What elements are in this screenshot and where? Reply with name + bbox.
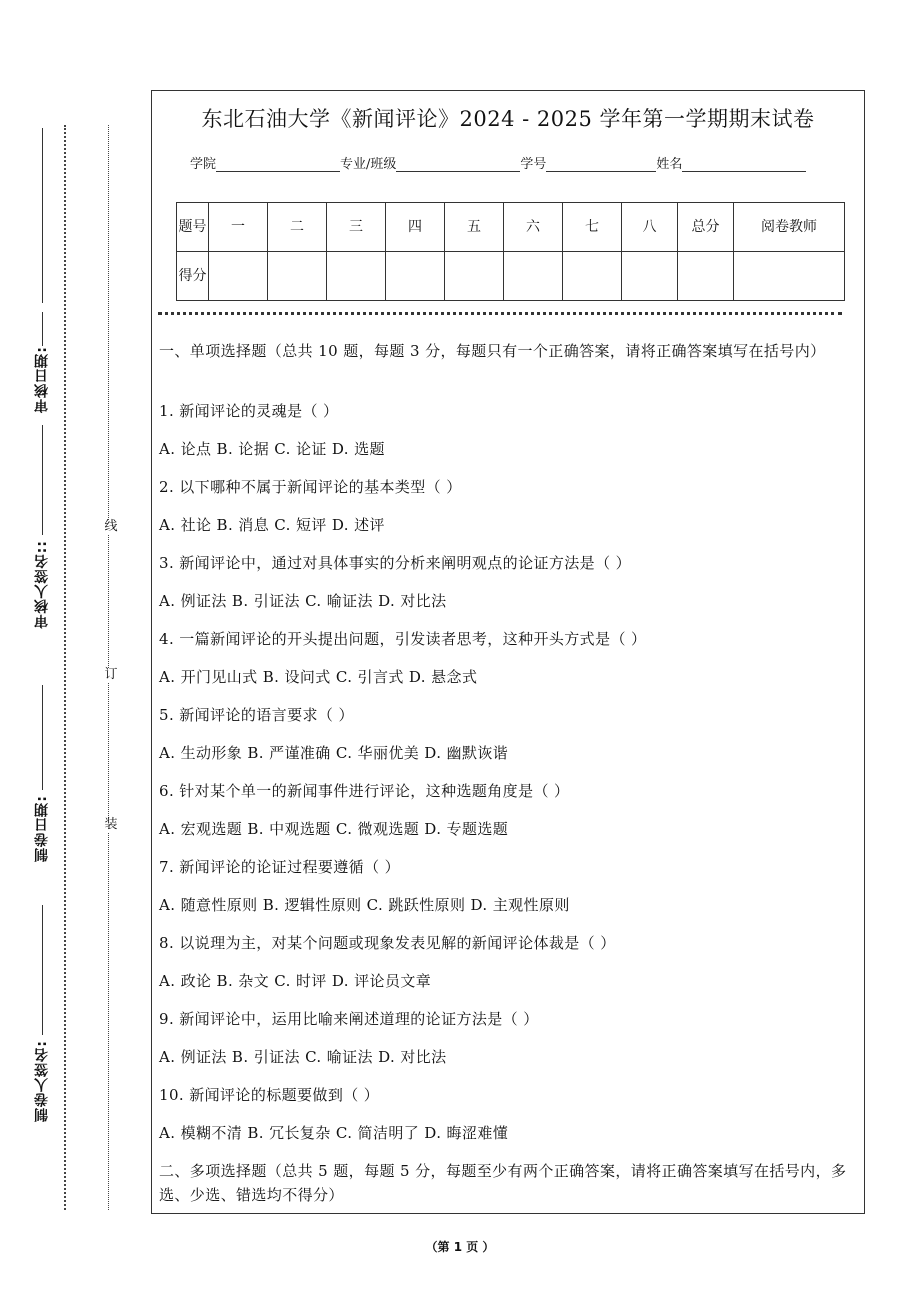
question-1-options: A. 论点 B. 论据 C. 论证 D. 选题 [159, 440, 385, 458]
question-9-options: A. 例证法 B. 引证法 C. 喻证法 D. 对比法 [159, 1048, 447, 1066]
exam-title: 东北石油大学《新闻评论》2024 - 2025 学年第一学期期末试卷 [201, 107, 815, 131]
col-1: 一 [209, 203, 268, 252]
score-cell[interactable] [622, 252, 678, 301]
question-4-options: A. 开门见山式 B. 设问式 C. 引言式 D. 悬念式 [159, 668, 478, 686]
student-id-label: 学号 [520, 157, 547, 172]
paper-date-field [28, 795, 56, 862]
name-label: 姓名 [656, 157, 683, 172]
section-1-heading: 一、单项选择题（总共 10 题，每题 3 分，每题只有一个正确答案，请将正确答案填写在括号内） [159, 342, 826, 360]
question-9: 9. 新闻评论中，运用比喻来阐述道理的论证方法是（ ） [159, 1010, 539, 1028]
question-5: 5. 新闻评论的语言要求（ ） [159, 706, 354, 724]
question-8: 8. 以说理为主，对某个问题或现象发表见解的新闻评论体裁是（ ） [159, 934, 616, 952]
page-number: （第 1 页 ） [425, 1240, 495, 1254]
col-grader: 阅卷教师 [734, 203, 845, 252]
exam-page-frame [151, 90, 865, 1214]
score-cell[interactable] [563, 252, 622, 301]
score-cell[interactable] [209, 252, 268, 301]
name-blank[interactable] [682, 157, 806, 172]
question-5-options: A. 生动形象 B. 严谨准确 C. 华丽优美 D. 幽默诙谐 [159, 744, 509, 762]
review-date-blank-bottom [42, 312, 43, 346]
student-info-row [190, 153, 806, 172]
score-cell[interactable] [327, 252, 386, 301]
score-table [176, 202, 845, 301]
review-date-blank [42, 128, 43, 303]
binding-dotted-line-outer [64, 125, 66, 1210]
section-2-heading: 二、多项选择题（总共 5 题，每题 5 分，每题至少有两个正确答案，请将正确答案填写在括号内，多选、少选、错选均不得分） [159, 1162, 847, 1204]
question-7-options: A. 随意性原则 B. 逻辑性原则 C. 跳跃性原则 D. 主观性原则 [159, 896, 570, 914]
paper-author-signature-blank [42, 905, 43, 1035]
question-8-options: A. 政论 B. 杂文 C. 时评 D. 评论员文章 [159, 972, 432, 990]
question-3: 3. 新闻评论中，通过对具体事实的分析来阐明观点的论证方法是（ ） [159, 554, 632, 572]
dotted-separator [158, 312, 842, 315]
col-2: 二 [268, 203, 327, 252]
question-number-header: 题号 [177, 203, 209, 252]
col-3: 三 [327, 203, 386, 252]
paper-author-signature-field [28, 1040, 56, 1122]
college-blank[interactable] [216, 157, 340, 172]
question-2: 2. 以下哪种不属于新闻评论的基本类型（ ） [159, 478, 462, 496]
score-cell[interactable] [504, 252, 563, 301]
col-8: 八 [622, 203, 678, 252]
college-label: 学院 [190, 157, 217, 172]
score-cell[interactable] [445, 252, 504, 301]
paper-date-label: 制卷日期: [34, 795, 50, 862]
binding-mark-xian: 线 [104, 519, 118, 534]
question-10: 10. 新闻评论的标题要做到（ ） [159, 1086, 380, 1104]
col-7: 七 [563, 203, 622, 252]
question-4: 4. 一篇新闻评论的开头提出问题，引发读者思考，这种开头方式是（ ） [159, 630, 647, 648]
question-1: 1. 新闻评论的灵魂是（ ） [159, 402, 339, 420]
score-cell[interactable] [386, 252, 445, 301]
score-cell[interactable] [678, 252, 734, 301]
reviewer-signature-field [28, 540, 56, 628]
paper-date-blank [42, 685, 43, 790]
review-date-field [28, 310, 56, 413]
reviewer-signature-blank [42, 425, 43, 535]
review-date-label: 审核日期: [34, 346, 50, 413]
major-class-blank[interactable] [396, 157, 520, 172]
paper-author-signature-label: 制卷人签名: [34, 1040, 50, 1122]
question-10-options: A. 模糊不清 B. 冗长复杂 C. 简洁明了 D. 晦涩难懂 [159, 1124, 509, 1142]
score-cell[interactable] [734, 252, 845, 301]
question-7: 7. 新闻评论的论证过程要遵循（ ） [159, 858, 401, 876]
question-3-options: A. 例证法 B. 引证法 C. 喻证法 D. 对比法 [159, 592, 447, 610]
question-6-options: A. 宏观选题 B. 中观选题 C. 微观选题 D. 专题选题 [159, 820, 509, 838]
question-2-options: A. 社论 B. 消息 C. 短评 D. 述评 [159, 516, 385, 534]
score-cell[interactable] [268, 252, 327, 301]
question-6: 6. 针对某个单一的新闻事件进行评论，这种选题角度是（ ） [159, 782, 570, 800]
col-total: 总分 [678, 203, 734, 252]
binding-mark-zhuang: 装 [104, 817, 118, 832]
col-6: 六 [504, 203, 563, 252]
binding-mark-ding: 订 [104, 667, 118, 682]
score-row-header: 得分 [177, 252, 209, 301]
reviewer-signature-label: 审核人签名:: [34, 540, 50, 629]
col-5: 五 [445, 203, 504, 252]
col-4: 四 [386, 203, 445, 252]
major-class-label: 专业/班级 [340, 157, 397, 172]
student-id-blank[interactable] [546, 157, 656, 172]
